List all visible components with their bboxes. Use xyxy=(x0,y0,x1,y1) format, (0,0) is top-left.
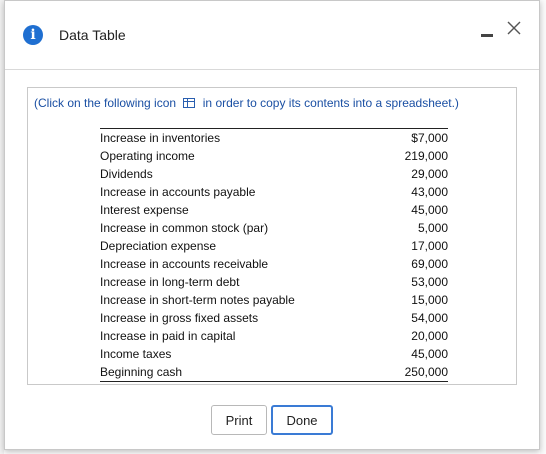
row-amount: 5,000 xyxy=(417,221,448,235)
table-row xyxy=(100,345,448,363)
data-table-dialog xyxy=(4,0,540,450)
instruction-text-before: (Click on the following icon xyxy=(34,96,177,110)
row-label: Increase in long-term debt xyxy=(100,275,240,289)
row-amount: 45,000 xyxy=(411,347,448,361)
table-row xyxy=(100,327,448,345)
info-icon: i xyxy=(23,25,43,45)
row-label: Operating income xyxy=(100,149,195,163)
row-label: Increase in inventories xyxy=(100,129,385,148)
row-label: Increase in common stock (par) xyxy=(100,221,269,235)
row-amount: 54,000 xyxy=(411,311,448,325)
row-amount: 45,000 xyxy=(411,203,448,217)
table-row xyxy=(100,291,448,309)
table-row xyxy=(100,273,448,291)
row-label: Increase in paid in capital xyxy=(100,329,236,343)
table-row xyxy=(100,363,448,382)
row-amount: $7,000 xyxy=(385,129,448,148)
minimize-icon[interactable] xyxy=(481,25,493,37)
copy-instruction xyxy=(34,96,459,110)
row-label: Interest expense xyxy=(100,203,189,217)
table-row xyxy=(100,309,448,327)
table-row xyxy=(100,219,448,237)
row-amount: 43,000 xyxy=(411,185,448,199)
row-label: Beginning cash xyxy=(100,363,385,382)
table-row xyxy=(100,255,448,273)
done-button[interactable]: Done xyxy=(271,405,333,435)
row-amount: 53,000 xyxy=(411,275,448,289)
row-label: Depreciation expense xyxy=(100,239,217,253)
row-label: Dividends xyxy=(100,167,153,181)
table-row xyxy=(100,201,448,219)
row-label: Increase in accounts payable xyxy=(100,185,256,199)
close-icon[interactable] xyxy=(505,19,523,37)
row-amount: 15,000 xyxy=(411,293,448,307)
row-label: Increase in short-term notes payable xyxy=(100,293,295,307)
table-row xyxy=(100,165,448,183)
row-amount: 250,000 xyxy=(385,363,448,382)
row-label: Increase in gross fixed assets xyxy=(100,311,259,325)
instruction-text-after: in order to copy its contents into a spreadsheet.) xyxy=(202,96,459,110)
dialog-titlebar xyxy=(5,1,539,71)
data-panel xyxy=(27,87,517,385)
table-row xyxy=(100,129,448,148)
copy-to-spreadsheet-icon[interactable] xyxy=(183,97,195,107)
table-row xyxy=(100,237,448,255)
row-amount: 17,000 xyxy=(411,239,448,253)
row-label: Increase in accounts receivable xyxy=(100,257,269,271)
row-label: Income taxes xyxy=(100,347,172,361)
row-amount: 20,000 xyxy=(411,329,448,343)
table-row xyxy=(100,183,448,201)
row-amount: 219,000 xyxy=(404,149,448,163)
print-button[interactable]: Print xyxy=(211,405,267,435)
background-page-right xyxy=(540,0,546,454)
dialog-title: Data Table xyxy=(59,27,126,43)
row-amount: 29,000 xyxy=(411,167,448,181)
row-amount: 69,000 xyxy=(411,257,448,271)
table-row xyxy=(100,147,448,165)
titlebar-divider xyxy=(5,69,539,70)
data-table xyxy=(100,128,448,382)
